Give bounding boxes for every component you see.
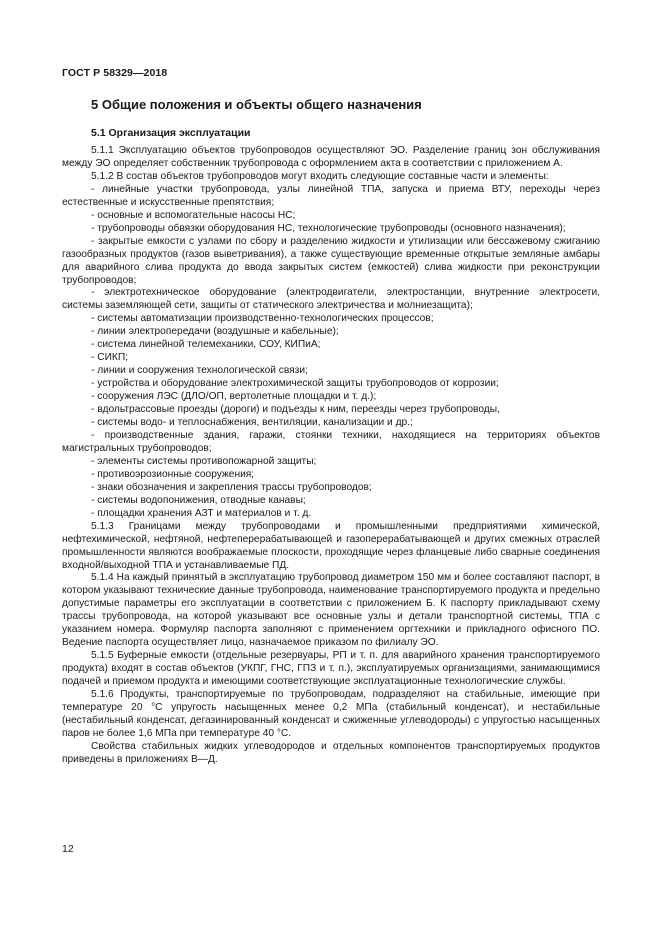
list-item: - система линейной телемеханики, СОУ, КИПиА; bbox=[91, 339, 321, 351]
paragraph: 5.1.1 Эксплуатацию объектов трубопроводов осуществляют ЭО. Разделение границ зон обслуживания между ЭО определяет собственник трубопровода с оформлением акта в соответствии с приложением А. bbox=[62, 145, 600, 169]
body-text bbox=[62, 145, 600, 767]
paragraph: 5.1.4 На каждый принятый в эксплуатацию трубопровод диаметром 150 мм и более составляют паспорт, в котором указывают технические данные трубопровода, наименование транспортируемого продукта и предельно допустимые параметры его эксплуатации в соответствии с приложением Б. К паспорту прикладывают схему трассы трубопровода, на которой указывают все основные узлы и детали транспортной системы, ТПА с указанием номера. Формуляр паспорта заполняют с применением оргтехники и прикладного офисного ПО. Ведение паспорта осуществляет лицо, назначаемое приказом по филиалу ЭО. bbox=[62, 572, 600, 649]
list-item: - электротехническое оборудование (электродвигатели, электростанции, внутренние электросети, системы заземляющей сети, защиты от статического электричества и молниезащита); bbox=[62, 287, 600, 312]
list-item: - системы автоматизации производственно-технологических процессов; bbox=[91, 313, 434, 325]
paragraph: 5.1.2 В состав объектов трубопроводов могут входить следующие составные части и элементы: bbox=[91, 170, 549, 182]
list-item: - вдольтрассовые проезды (дороги) и подъезды к ним, переезды через трубопроводы, bbox=[91, 404, 500, 416]
paragraph: 5.1.5 Буферные емкости (отдельные резервуары, РП и т. п. для аварийного хранения транспортируемого продукта) входят в состав объектов (УКПГ, ГНС, ГПЗ и т. п.), эксплуатируемых организациями, занимающимися подачей и приемом продукта и имеющими соответствующие эксплуатационные технологические службы. bbox=[62, 650, 600, 688]
list-item: - основные и вспомогательные насосы НС; bbox=[91, 209, 296, 221]
page-number: 12 bbox=[62, 843, 74, 855]
list-item: - сооружения ЛЭС (ДЛО/ОП, вертолетные площадки и т. д.); bbox=[91, 391, 377, 403]
paragraph: 5.1.6 Продукты, транспортируемые по трубопроводам, подразделяют на стабильные, имеющие при температуре 20 °С упругость насыщенных менее 0,2 МПа (стабильный конденсат), и нестабильные (нестабильный конденсат, дегазинированный конденсат и сжиженные углеводороды) с упругостью насыщенных паров не более 1,6 МПа при температуре 40 °С. bbox=[62, 689, 600, 739]
list-item: - линии и сооружения технологической связи; bbox=[91, 365, 308, 377]
list-item: - площадки хранения АЗТ и материалов и т. д. bbox=[91, 507, 312, 519]
paragraph: Свойства стабильных жидких углеводородов и отдельных компонентов транспортируемых продуктов приведены в приложениях В—Д. bbox=[62, 740, 600, 765]
list-item: - производственные здания, гаражи, стоянки техники, находящиеся на территориях объектов магистральных трубопроводов; bbox=[62, 429, 600, 454]
list-item: - закрытые емкости с узлами по сбору и разделению жидкости и утилизации или бессажевому сжиганию газообразных продуктов (газов выветривания), а также существующие временные открытые земляные амбары для аварийного слива продукта до ввода закрытых систем (емкостей) слива жидкости при реконструкции трубопроводов; bbox=[62, 235, 600, 286]
list-item: - СИКП; bbox=[91, 352, 128, 364]
paragraph: 5.1.3 Границами между трубопроводами и промышленными предприятиями химической, нефтехимической, нефтяной, нефтеперерабатывающей и газоперерабатывающей и других смежных отраслей промышленности являются воображаемые плоскости, проходящие через фланцевые либо сварные соединения входной/выходной ТПА и устанавливаемые ПД. bbox=[62, 520, 600, 571]
list-item: - устройства и оборудование электрохимической защиты трубопроводов от коррозии; bbox=[91, 378, 499, 390]
list-item: - линии электропередачи (воздушные и кабельные); bbox=[91, 326, 339, 338]
list-item: - системы водо- и теплоснабжения, вентиляции, канализации и др.; bbox=[91, 417, 413, 429]
list-item: - элементы системы противопожарной защиты; bbox=[91, 455, 317, 467]
list-item: - противоэрозионные сооружения; bbox=[91, 468, 255, 480]
list-item: - системы водопонижения, отводные канавы; bbox=[91, 494, 306, 506]
list-item: - знаки обозначения и закрепления трассы трубопроводов; bbox=[91, 481, 372, 493]
standard-header: ГОСТ Р 58329—2018 bbox=[62, 67, 168, 79]
section-title: 5 Общие положения и объекты общего назначения bbox=[91, 97, 422, 112]
subsection-title: 5.1 Организация эксплуатации bbox=[91, 127, 251, 139]
list-item: - трубопроводы обвязки оборудования НС, технологические трубопроводы (основного назначения); bbox=[91, 222, 566, 234]
list-item: - линейные участки трубопровода, узлы линейной ТПА, запуска и приема ВТУ, переходы через естественные и искусственные препятствия; bbox=[62, 183, 600, 208]
